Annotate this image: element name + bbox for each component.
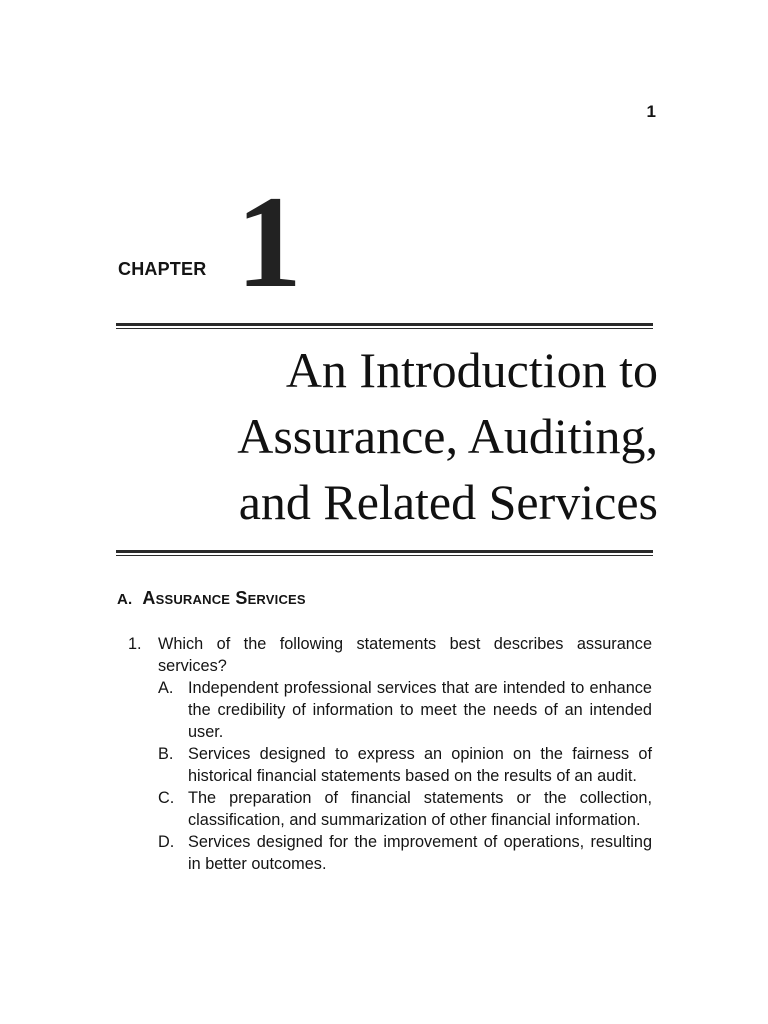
option-text: Services designed to express an opinion on the fairness of historical financial statements based on the results of an audit. [188, 745, 652, 785]
answer-option [158, 743, 652, 787]
section-heading [117, 588, 306, 609]
section-letter: A. [117, 591, 133, 608]
option-letter: D. [158, 833, 175, 851]
chapter-number: 1 [236, 168, 302, 315]
chapter-title-line: Assurance, Auditing, [237, 408, 658, 464]
option-letter: A. [158, 679, 174, 697]
option-text: The preparation of financial statements or the collection, classification, and summarization of other financial information. [188, 789, 652, 829]
question-number: 1. [128, 635, 142, 653]
section-title: Assurance Services [142, 588, 306, 608]
option-letter: C. [158, 789, 175, 807]
title-rule-bottom [116, 550, 653, 556]
page-number: 1 [646, 102, 656, 121]
question-1 [128, 633, 652, 875]
option-text: Independent professional services that are intended to enhance the credibility of information to meet the needs of an intended user. [188, 679, 652, 741]
question-body [158, 633, 652, 875]
answer-option [158, 787, 652, 831]
answer-option [158, 831, 652, 875]
question-stem: Which of the following statements best describes assurance services? [158, 635, 652, 675]
chapter-title-line: An Introduction to [285, 342, 658, 398]
answer-option [158, 677, 652, 743]
chapter-title [110, 337, 658, 535]
chapter-label: CHAPTER [118, 259, 207, 279]
option-text: Services designed for the improvement of operations, resulting in better outcomes. [188, 833, 652, 873]
question-row [128, 633, 652, 875]
title-rule-top [116, 323, 653, 329]
chapter-title-line: and Related Services [238, 474, 658, 530]
option-letter: B. [158, 745, 174, 763]
